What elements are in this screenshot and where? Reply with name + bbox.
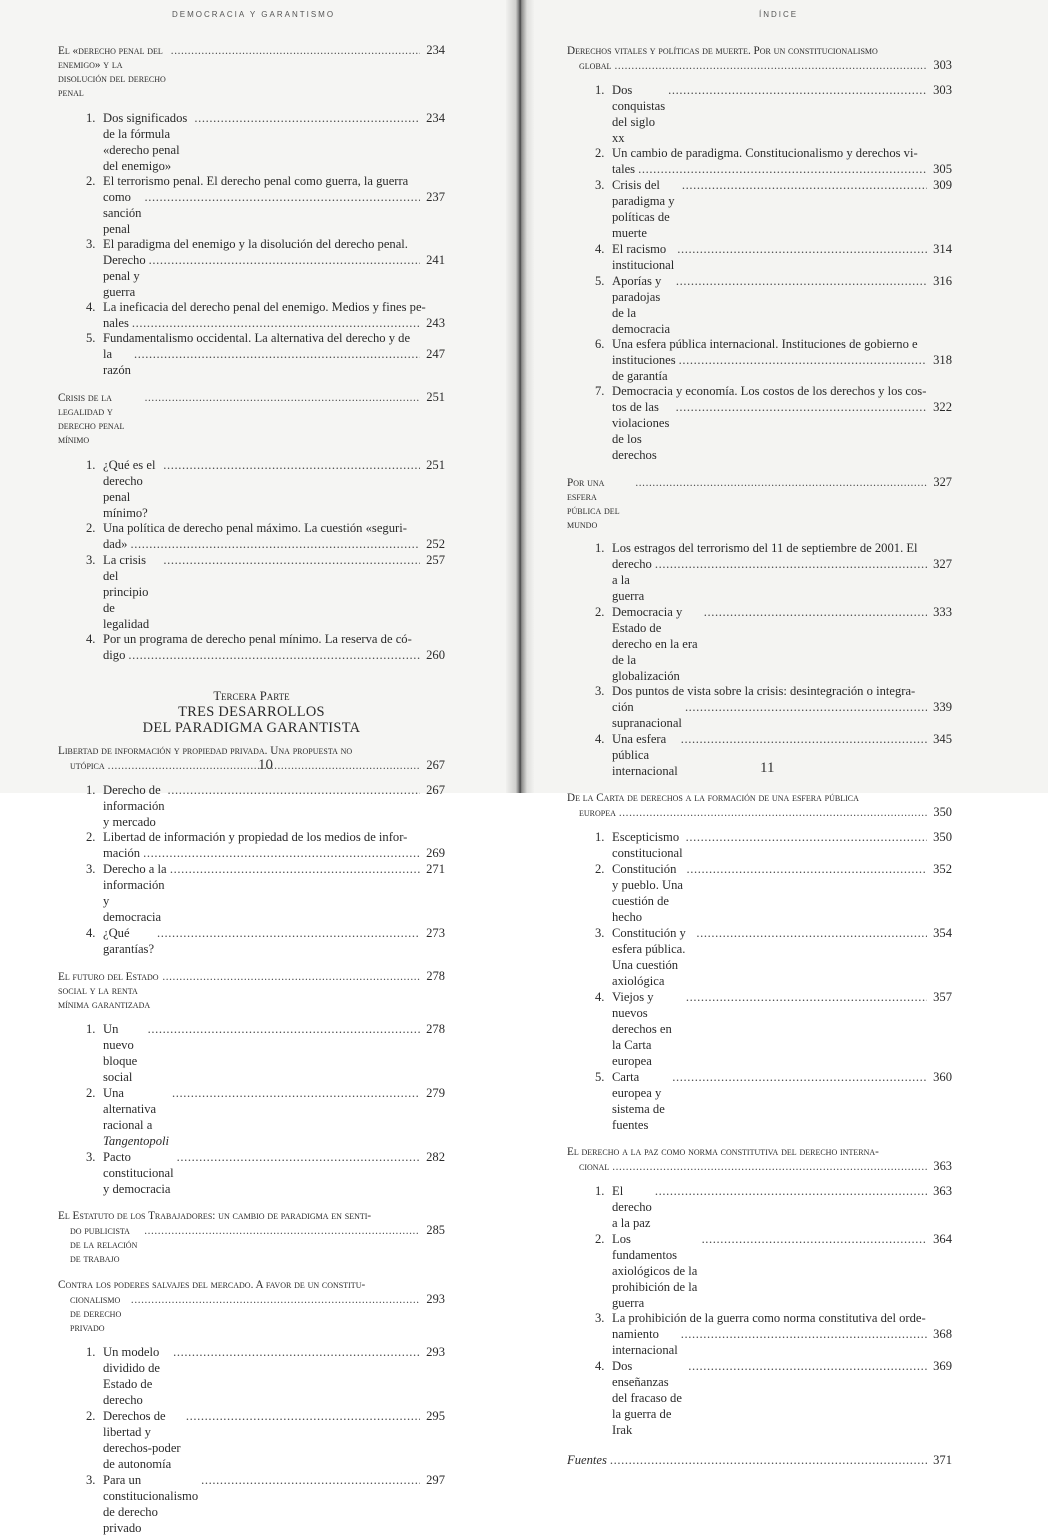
section-number: 1. — [86, 1345, 96, 1359]
section-number: 3. — [86, 1473, 96, 1487]
section-title: Viejos y nuevos derechos en la Carta europea — [612, 990, 672, 1068]
page-number: 350 — [933, 830, 952, 844]
section-number: 3. — [595, 1311, 605, 1325]
section-number: 1. — [86, 458, 96, 472]
page-number: 369 — [933, 1359, 952, 1373]
toc-section[interactable] — [567, 604, 952, 684]
section-number: 2. — [86, 1086, 96, 1100]
section-title: Derechos de libertad y derechos-poder de autonomía — [103, 1409, 181, 1471]
section-title: Derecho penal y guerra — [103, 253, 146, 299]
page-number-right: 11 — [760, 760, 775, 776]
section-title: tos de las violaciones de los derechos — [612, 400, 670, 462]
section-title: la razón — [103, 347, 131, 377]
section-number: 1. — [86, 783, 96, 797]
toc-chapter[interactable] — [58, 969, 445, 1012]
toc-section[interactable] — [567, 337, 952, 384]
page-number: 368 — [933, 1327, 952, 1341]
page-number: 345 — [933, 732, 952, 746]
page-number: 327 — [933, 557, 952, 571]
section-number: 3. — [595, 926, 605, 940]
section-title-line1: La prohibición de la guerra como norma constitutiva del orde- — [612, 1311, 926, 1325]
page-number: 352 — [933, 862, 952, 876]
chapter-title: global — [579, 60, 612, 72]
toc-chapter[interactable] — [58, 744, 445, 773]
toc-section[interactable] — [58, 1344, 445, 1408]
section-title: Aporías y paradojas de la democracia — [612, 274, 671, 336]
page-number: 279 — [426, 1086, 445, 1100]
section-number: 1. — [86, 111, 96, 125]
section-number: 1. — [595, 541, 605, 555]
part-heading — [58, 689, 445, 736]
toc-chapter[interactable] — [58, 390, 445, 447]
page-number: 309 — [933, 178, 952, 192]
toc-chapter[interactable] — [567, 791, 952, 820]
toc-section[interactable] — [567, 146, 952, 177]
section-title: La crisis del principio de legalidad — [103, 553, 150, 631]
toc-section[interactable] — [567, 273, 952, 337]
section-title: namiento internacional — [612, 1327, 678, 1357]
toc-section[interactable] — [58, 1472, 445, 1536]
chapter-title: europea — [579, 807, 616, 819]
page-number: 364 — [933, 1232, 952, 1246]
page-number: 314 — [933, 242, 952, 256]
page-number: 293 — [426, 1292, 445, 1306]
part-label: Tercera Parte — [213, 689, 290, 703]
section-number: 6. — [595, 337, 605, 351]
chapter-title: cionalismo de derecho privado — [70, 1294, 122, 1334]
section-title: El racismo institucional — [612, 242, 675, 272]
section-number: 4. — [86, 300, 96, 314]
page-number: 278 — [426, 969, 445, 983]
page-number: 269 — [426, 846, 445, 860]
section-title: como sanción penal — [103, 190, 142, 236]
section-number: 3. — [86, 1150, 96, 1164]
page-number: 273 — [426, 926, 445, 940]
page-number: 360 — [933, 1070, 952, 1084]
page-number: 260 — [426, 648, 445, 662]
page-number: 271 — [426, 862, 445, 876]
section-title: El derecho a la paz — [612, 1184, 652, 1230]
toc-section[interactable] — [58, 110, 445, 174]
toc-section[interactable] — [58, 830, 445, 861]
section-title: Crisis del paradigma y políticas de muerte — [612, 178, 675, 240]
toc-section[interactable] — [58, 521, 445, 552]
section-number: 4. — [595, 1359, 605, 1373]
section-number: 2. — [595, 862, 605, 876]
section-title: Constitución y esfera pública. Una cuestión axiológica — [612, 926, 686, 988]
part-title-line1: TRES DESARROLLOS — [178, 704, 325, 720]
section-number: 4. — [86, 632, 96, 646]
section-title: ¿Qué es el derecho penal mínimo? — [103, 458, 156, 520]
page-number: 257 — [426, 553, 445, 567]
section-title: Dos enseñanzas del fracaso de la guerra de Irak — [612, 1359, 682, 1437]
toc-section[interactable] — [567, 1311, 952, 1358]
part-title-line2: DEL PARADIGMA GARANTISTA — [142, 720, 361, 736]
chapter-title: El futuro del Estado social y la renta mínima garantizada — [58, 971, 159, 1011]
page-number: 252 — [426, 537, 445, 551]
chapter-title: utópica — [70, 760, 105, 772]
page-number: 251 — [426, 390, 445, 404]
toc-chapter[interactable] — [567, 44, 952, 73]
toc-section[interactable] — [58, 925, 445, 957]
section-number: 5. — [86, 331, 96, 345]
section-number: 2. — [595, 605, 605, 619]
toc-section[interactable] — [58, 632, 445, 663]
section-title: Dos conquistas del siglo xx — [612, 83, 666, 145]
toc-section[interactable] — [58, 300, 445, 331]
toc-section[interactable] — [58, 1085, 445, 1149]
section-title-line1: Dos puntos de vista sobre la crisis: desintegración o integra- — [612, 684, 916, 698]
section-number: 2. — [595, 146, 605, 160]
toc-section[interactable] — [58, 1149, 445, 1197]
section-title: Pacto constitucional y democracia — [103, 1150, 174, 1196]
section-title: Para un constitucionalismo de derecho privado — [103, 1473, 199, 1535]
section-title: Democracia y Estado de derecho en la era de la globalización — [612, 605, 698, 683]
page-number: 354 — [933, 926, 952, 940]
toc-section[interactable] — [567, 177, 952, 241]
toc-section[interactable] — [58, 782, 445, 830]
page-number: 247 — [426, 347, 445, 361]
section-title: Derecho a la información y democracia — [103, 862, 167, 924]
section-title: dad» — [103, 537, 128, 551]
toc-chapter[interactable] — [58, 1278, 445, 1335]
chapter-title-line1: El derecho a la paz como norma constitutiva del derecho interna- — [567, 1146, 879, 1158]
section-title: ción supranacional — [612, 700, 682, 730]
section-title-line1: Una política de derecho penal máximo. La cuestión «seguri- — [103, 521, 407, 535]
section-number: 1. — [595, 830, 605, 844]
section-title: Derecho de información y mercado — [103, 783, 165, 829]
toc-section[interactable] — [567, 541, 952, 604]
page-number: 357 — [933, 990, 952, 1004]
toc-section[interactable] — [58, 237, 445, 300]
page-number: 241 — [426, 253, 445, 267]
toc-section[interactable] — [567, 241, 952, 273]
page-number: 333 — [933, 605, 952, 619]
toc-section[interactable] — [567, 1231, 952, 1311]
page-number: 339 — [933, 700, 952, 714]
page-number: 234 — [426, 111, 445, 125]
section-title-line1: Los estragos del terrorismo del 11 de septiembre de 2001. El — [612, 541, 918, 555]
section-number: 2. — [86, 830, 96, 844]
page-number: 363 — [933, 1159, 952, 1173]
page-number: 293 — [426, 1345, 445, 1359]
section-number: 3. — [86, 862, 96, 876]
page-number: 237 — [426, 190, 445, 204]
book-gutter — [506, 0, 534, 793]
section-number: 3. — [86, 553, 96, 567]
section-title: ¿Qué garantías? — [103, 926, 155, 956]
toc-section[interactable] — [58, 1021, 445, 1085]
toc-section[interactable] — [567, 684, 952, 731]
page-number: 251 — [426, 458, 445, 472]
section-title-line1: Democracia y economía. Los costos de los derechos y los cos- — [612, 384, 927, 398]
page-number: 282 — [426, 1150, 445, 1164]
chapter-title-line1: Contra los poderes salvajes del mercado. A favor de un constitu- — [58, 1279, 366, 1291]
chapter-title: El «derecho penal del enemigo» y la disolución del derecho penal — [58, 45, 166, 99]
chapter-title-line1: De la Carta de derechos a la formación de una esfera pública — [567, 792, 859, 804]
section-title-line1: Fundamentalismo occidental. La alternativa del derecho y de — [103, 331, 411, 345]
section-title: Carta europea y sistema de fuentes — [612, 1070, 665, 1132]
section-title: Constitución y pueblo. Una cuestión de hecho — [612, 862, 683, 924]
toc-sources[interactable] — [567, 1452, 952, 1468]
toc-section[interactable] — [567, 925, 952, 989]
section-title-line1: La ineficacia del derecho penal del enemigo. Medios y fines pe- — [103, 300, 426, 314]
section-number: 3. — [595, 178, 605, 192]
section-title: Un nuevo bloque social — [103, 1022, 138, 1084]
section-title: Los fundamentos axiológicos de la prohibición de la guerra — [612, 1232, 698, 1310]
section-number: 4. — [595, 990, 605, 1004]
section-number: 5. — [595, 274, 605, 288]
section-title-line1: El paradigma del enemigo y la disolución del derecho penal. — [103, 237, 408, 251]
toc-section[interactable] — [567, 82, 952, 146]
page-number: 327 — [933, 475, 952, 489]
section-number: 4. — [595, 242, 605, 256]
toc-chapter[interactable] — [567, 475, 952, 532]
section-title: Una esfera pública internacional — [612, 732, 678, 778]
section-title: instituciones de garantía — [612, 353, 676, 383]
page-number: 371 — [933, 1453, 952, 1467]
toc-section[interactable] — [567, 384, 952, 463]
section-title-italic: Tangentopoli — [103, 1134, 170, 1148]
section-title-line1: Un cambio de paradigma. Constitucionalismo y derechos vi- — [612, 146, 918, 160]
page-number: 267 — [426, 758, 445, 772]
page-number: 350 — [933, 805, 952, 819]
chapter-title: Crisis de la legalidad y derecho penal mínimo — [58, 392, 125, 446]
toc-section[interactable] — [567, 1069, 952, 1133]
toc-section[interactable] — [567, 989, 952, 1069]
section-title: nales — [103, 316, 129, 330]
section-number: 4. — [86, 926, 96, 940]
page-number: 318 — [933, 353, 952, 367]
toc-chapter[interactable] — [58, 1209, 445, 1266]
toc-left — [58, 43, 445, 1536]
section-number: 1. — [86, 1022, 96, 1036]
chapter-title-line1: El Estatuto de los Trabajadores: un cambio de paradigma en senti- — [58, 1210, 372, 1222]
section-number: 4. — [595, 732, 605, 746]
page-number: 316 — [933, 274, 952, 288]
page-number: 303 — [933, 58, 952, 72]
toc-section[interactable] — [567, 861, 952, 925]
toc-section[interactable] — [58, 331, 445, 378]
chapter-title-line1: Libertad de información y propiedad privada. Una propuesta no — [58, 745, 353, 757]
sources-title: Fuentes — [567, 1453, 607, 1467]
section-title-line1: Por un programa de derecho penal mínimo. La reserva de có- — [103, 632, 412, 646]
page-number: 243 — [426, 316, 445, 330]
chapter-title: Por una esfera pública del mundo — [567, 477, 620, 531]
toc-section[interactable] — [58, 552, 445, 632]
section-number: 1. — [595, 83, 605, 97]
page-number: 295 — [426, 1409, 445, 1423]
toc-chapter[interactable] — [567, 1145, 952, 1174]
toc-chapter[interactable] — [58, 43, 445, 100]
toc-section[interactable] — [567, 1183, 952, 1231]
toc-section[interactable] — [567, 829, 952, 861]
section-title: derecho a la guerra — [612, 557, 652, 603]
toc-section[interactable] — [58, 457, 445, 521]
section-title: Dos significados de la fórmula «derecho penal del enemigo» — [103, 111, 188, 173]
running-head-right: ÍNDICE — [759, 10, 799, 19]
toc-section[interactable] — [567, 1358, 952, 1438]
page-number-left: 10 — [258, 757, 273, 773]
section-title: Escepticismo constitucional — [612, 830, 683, 860]
running-head-left: DEMOCRACIA Y GARANTISMO — [172, 10, 336, 19]
page-number: 285 — [426, 1223, 445, 1237]
page-number: 267 — [426, 783, 445, 797]
page-number: 305 — [933, 162, 952, 176]
section-number: 7. — [595, 384, 605, 398]
page-number: 278 — [426, 1022, 445, 1036]
section-title: digo — [103, 648, 126, 662]
section-number: 5. — [595, 1070, 605, 1084]
section-number: 3. — [595, 684, 605, 698]
section-number: 3. — [86, 237, 96, 251]
chapter-title: cional — [579, 1161, 610, 1173]
section-title: mación — [103, 846, 141, 860]
page-number: 234 — [426, 43, 445, 57]
section-title-line1: Una esfera pública internacional. Instituciones de gobierno e — [612, 337, 918, 351]
toc-section[interactable] — [58, 174, 445, 237]
page-number: 322 — [933, 400, 952, 414]
section-title: Una alternativa racional a — [103, 1086, 157, 1132]
page-number: 303 — [933, 83, 952, 97]
section-title: tales — [612, 162, 636, 176]
section-number: 2. — [86, 174, 96, 188]
section-number: 2. — [86, 521, 96, 535]
section-title-line1: El terrorismo penal. El derecho penal como guerra, la guerra — [103, 174, 409, 188]
chapter-title: do publicista de la relación de trabajo — [70, 1225, 138, 1265]
page-number: 363 — [933, 1184, 952, 1198]
section-number: 2. — [595, 1232, 605, 1246]
chapter-title-line1: Derechos vitales y políticas de muerte. Por un constitucionalismo — [567, 45, 878, 57]
toc-section[interactable] — [58, 1408, 445, 1472]
section-title: Un modelo dividido de Estado de derecho — [103, 1345, 161, 1407]
section-number: 2. — [86, 1409, 96, 1423]
toc-right — [567, 44, 952, 1468]
section-number: 1. — [595, 1184, 605, 1198]
toc-section[interactable] — [58, 861, 445, 925]
section-title-line1: Libertad de información y propiedad de los medios de infor- — [103, 830, 408, 844]
page-number: 297 — [426, 1473, 445, 1487]
